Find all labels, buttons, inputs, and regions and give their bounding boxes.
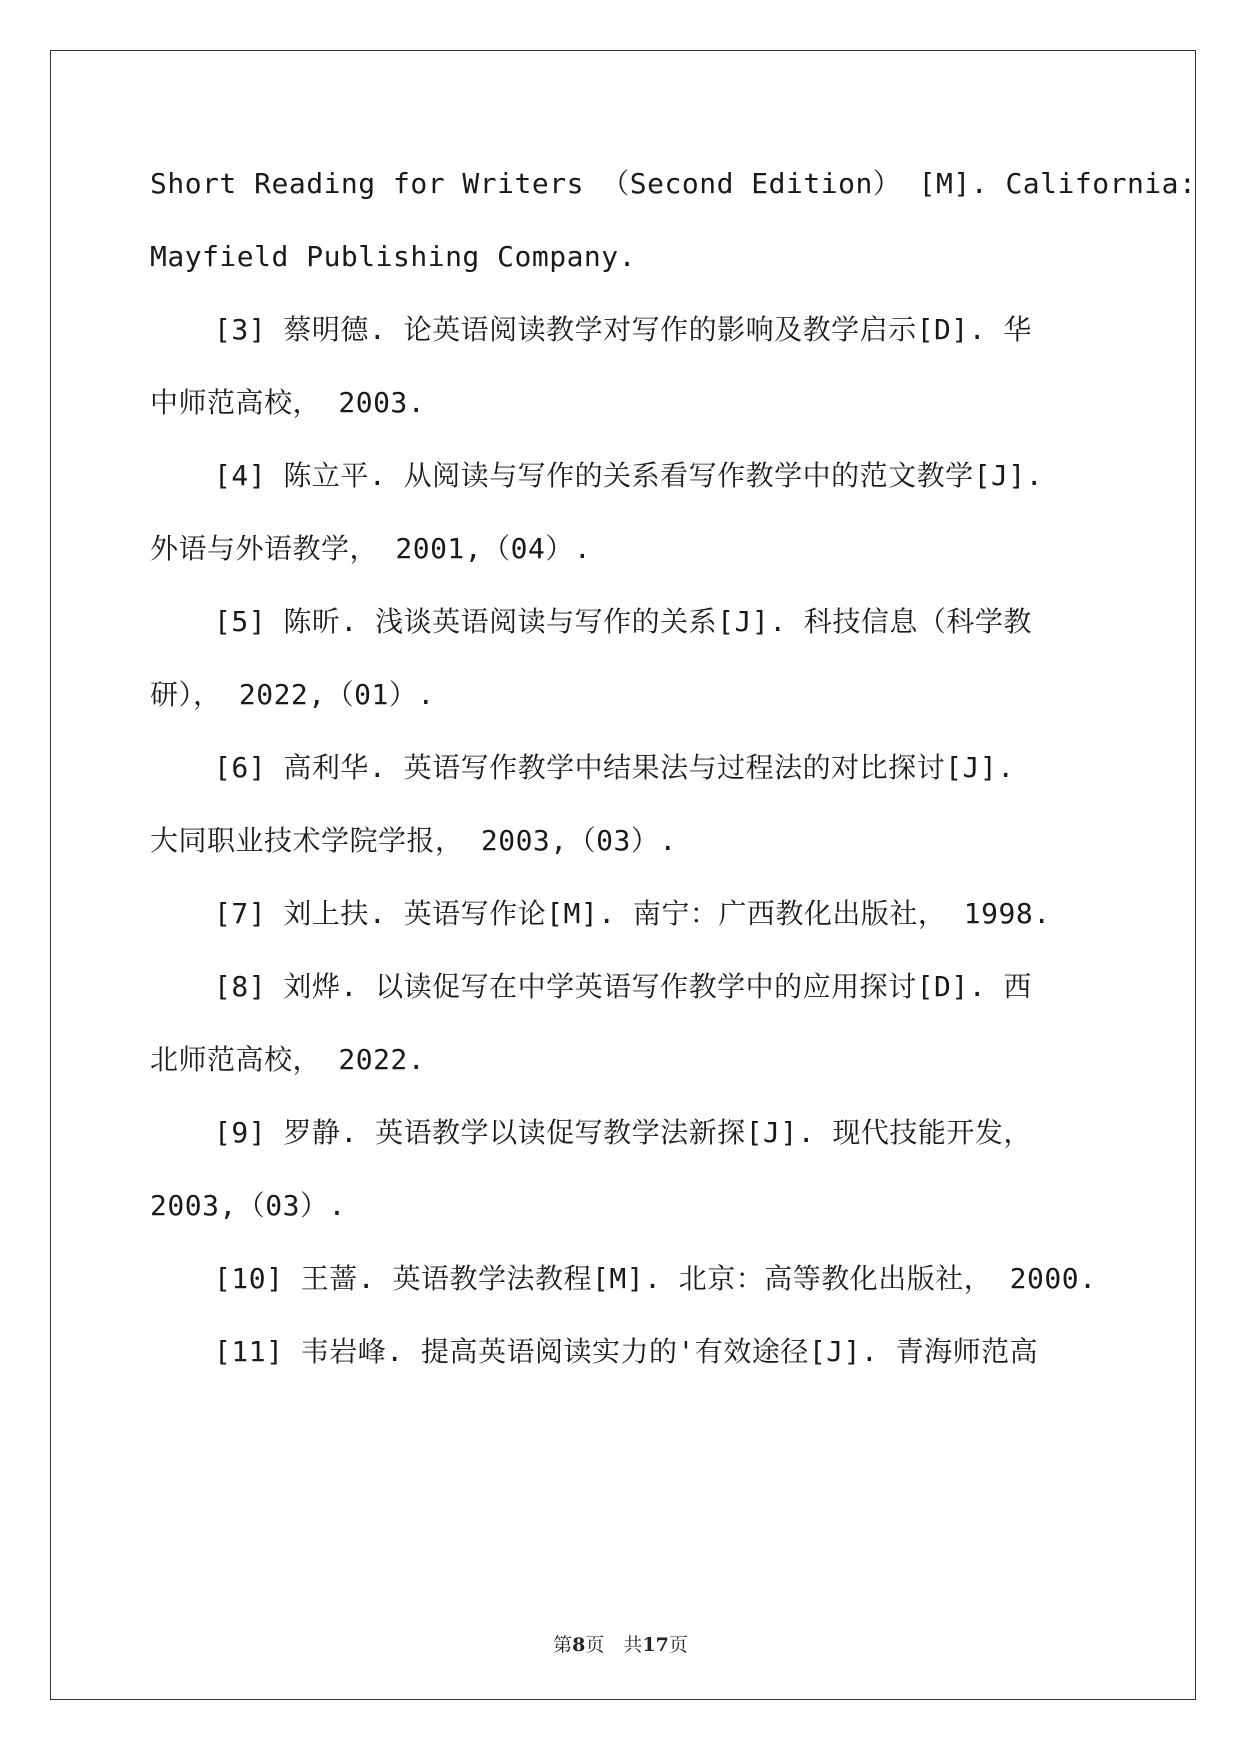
footer-prefix: 第 <box>553 1634 573 1656</box>
reference-line: [9] 罗静. 英语教学以读促写教学法新探[J]. 现代技能开发， <box>214 1116 1032 1149</box>
reference-line: 2003,（03）. <box>150 1189 346 1222</box>
page-footer <box>0 1630 1241 1657</box>
reference-line: 外语与外语教学， 2001,（04）. <box>150 532 592 565</box>
reference-line: [6] 高利华. 英语写作教学中结果法与过程法的对比探讨[J]. <box>214 751 1015 784</box>
reference-line: [11] 韦岩峰. 提高英语阅读实力的'有效途径[J]. 青海师范高 <box>214 1335 1039 1368</box>
reference-line: [4] 陈立平. 从阅读与写作的关系看写作教学中的范文教学[J]. <box>214 459 1044 492</box>
reference-line: [5] 陈昕. 浅谈英语阅读与写作的关系[J]. 科技信息（科学教 <box>214 605 1032 638</box>
reference-line: [3] 蔡明德. 论英语阅读教学对写作的影响及教学启示[D]. 华 <box>214 313 1032 346</box>
reference-line: Mayfield Publishing Company. <box>150 240 637 273</box>
footer-mid: 页 共 <box>585 1634 643 1656</box>
reference-line: 研）， 2022,（01）. <box>150 678 435 711</box>
reference-line: 大同职业技术学院学报， 2003,（03）. <box>150 824 677 857</box>
total-page-number: 17 <box>642 1634 669 1656</box>
page-border <box>50 50 1196 1700</box>
reference-line: [7] 刘上扶. 英语写作论[M]. 南宁：广西教化出版社， 1998. <box>214 897 1051 930</box>
reference-line: Short Reading for Writers （Second Edition） [M]. California: <box>150 167 1197 200</box>
current-page-number: 8 <box>572 1634 586 1656</box>
reference-line: [10] 王蔷. 英语教学法教程[M]. 北京：高等教化出版社， 2000. <box>214 1262 1097 1295</box>
footer-suffix: 页 <box>668 1634 688 1656</box>
reference-line: 中师范高校， 2003. <box>150 386 426 419</box>
reference-line: [8] 刘烨. 以读促写在中学英语写作教学中的应用探讨[D]. 西 <box>214 970 1032 1003</box>
reference-line: 北师范高校， 2022. <box>150 1043 426 1076</box>
